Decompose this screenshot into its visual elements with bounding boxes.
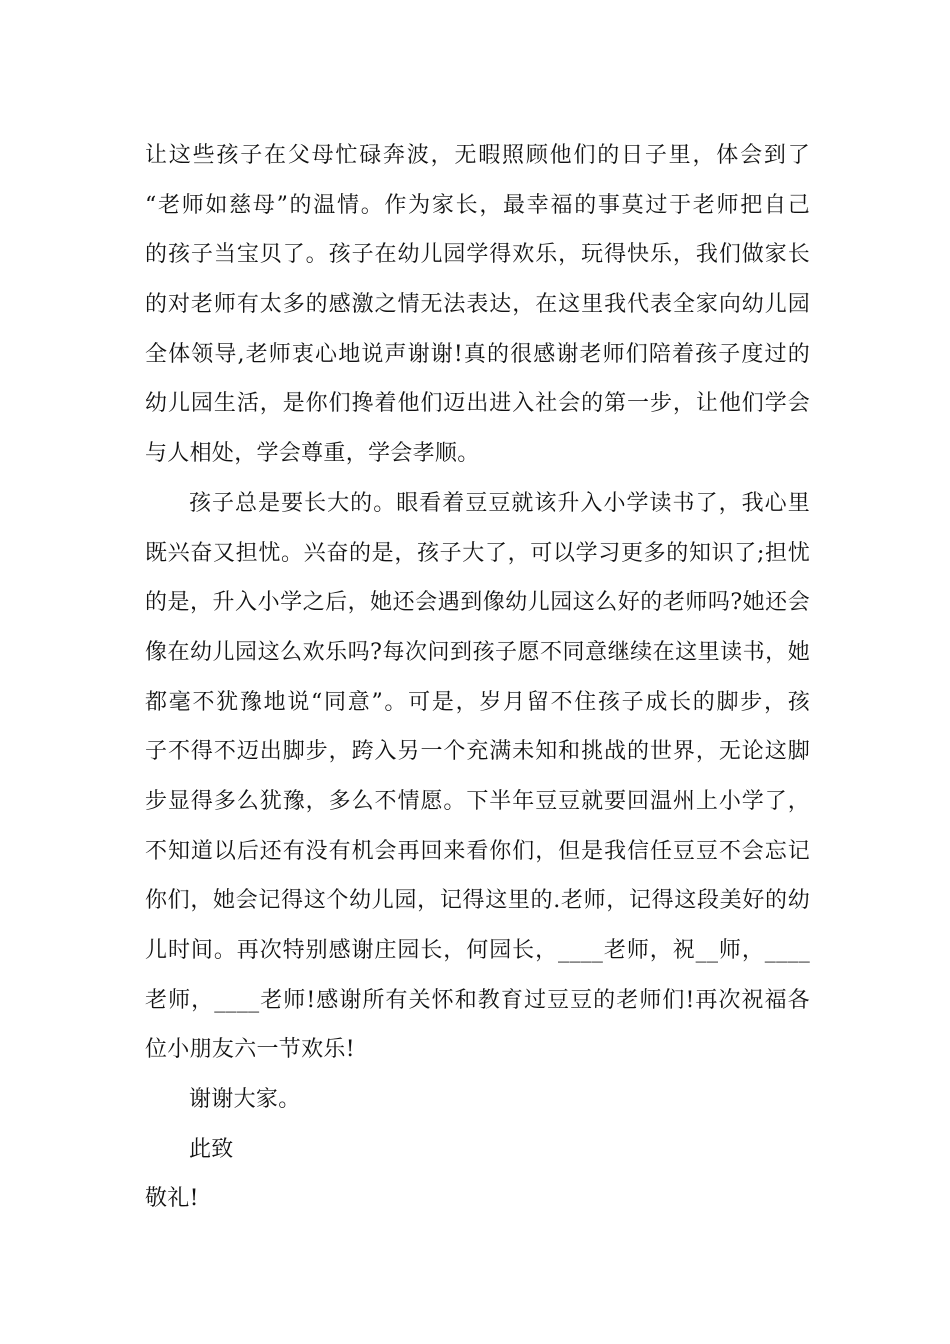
- text-line: 子不得不迈出脚步，跨入另一个充满未知和挑战的世界，无论这脚: [145, 739, 810, 765]
- text-line: 孩子总是要长大的。眼看着豆豆就该升入小学读书了，我心里: [189, 490, 810, 516]
- text-line: 位小朋友六一节欢乐!: [145, 1037, 355, 1063]
- text-line: 幼儿园生活，是你们搀着他们迈出进入社会的第一步，让他们学会: [145, 391, 810, 417]
- text-line: 此致: [189, 1136, 234, 1162]
- text-line: 像在幼儿园这么欢乐吗?每次问到孩子愿不同意继续在这里读书，她: [145, 639, 810, 665]
- text-line: 与人相处，学会尊重，学会孝顺。: [145, 441, 480, 467]
- text-line: 既兴奋又担忧。兴奋的是，孩子大了，可以学习更多的知识了;担忧: [145, 540, 810, 566]
- text-line: 谢谢大家。: [189, 1087, 301, 1113]
- text-line: 敬礼!: [145, 1186, 199, 1212]
- text-line: “老师如慈母”的温情。作为家长，最幸福的事莫过于老师把自己: [145, 192, 810, 218]
- text-line: 的是，升入小学之后，她还会遇到像幼儿园这么好的老师吗?她还会: [145, 590, 810, 616]
- text-line: 全体领导,老师衷心地说声谢谢!真的很感谢老师们陪着孩子度过的: [145, 341, 810, 367]
- text-line: 儿时间。再次特别感谢庄园长，何园长，____老师，祝__师，____: [145, 938, 810, 963]
- text-line: 步显得多么犹豫，多么不情愿。下半年豆豆就要回温州上小学了，: [145, 788, 810, 814]
- text-line: 让这些孩子在父母忙碌奔波，无暇照顾他们的日子里，体会到了: [145, 143, 810, 168]
- text-line: 你们，她会记得这个幼儿园，记得这里的.老师，记得这段美好的幼: [145, 888, 810, 914]
- text-line: 不知道以后还有没有机会再回来看你们，但是我信任豆豆不会忘记: [145, 838, 810, 864]
- text-line: 老师，____老师!感谢所有关怀和教育过豆豆的老师们!再次祝福各: [145, 987, 810, 1013]
- text-line: 都毫不犹豫地说“同意”。可是，岁月留不住孩子成长的脚步，孩: [145, 689, 810, 715]
- letter-body: [145, 131, 810, 1224]
- text-line: 的孩子当宝贝了。孩子在幼儿园学得欢乐，玩得快乐，我们做家长: [145, 242, 810, 268]
- text-line: 的对老师有太多的感激之情无法表达，在这里我代表全家向幼儿园: [145, 292, 810, 318]
